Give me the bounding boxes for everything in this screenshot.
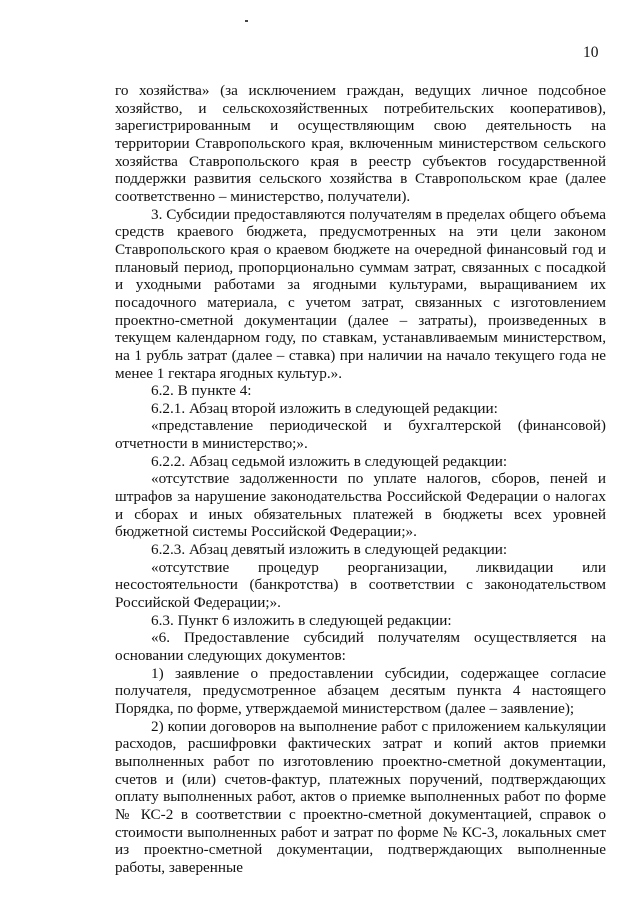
paragraph: го хозяйства» (за исключением граждан, ведущих личное подсобное хозяйство, и сельскохозяйственных потребительских кооперативов), зарегистрированным и осуществляющим свою деятельность на территории Ставропольского края, включенным министерством сельского хозяйства Ставропольского края в реестр субъектов государственной поддержки развития сельского хозяйства в Ставропольском крае (далее соответственно – министерство, получатели).	[115, 82, 606, 205]
page-number: 10	[583, 44, 599, 61]
scan-dot-mark	[245, 20, 248, 22]
paragraph: 1) заявление о предоставлении субсидии, содержащее согласие получателя, предусмотренное абзацем десятым пункта 4 настоящего Порядка, по форме, утверждаемой министерством (далее – заявление);	[115, 664, 606, 717]
paragraph: «отсутствие процедур реорганизации, ликвидации или несостоятельности (банкротства) в соответствии с законодательством Российской Федерации;».	[115, 558, 606, 612]
paragraph: 3. Субсидии предоставляются получателям в пределах общего объема средств краевого бюджета, предусмотренных на эти цели законом Ставропольского края о краевом бюджете на очередной финансовый год и плановый период, пропорционально суммам затрат, связанных с посадкой и уходными работами за ягодными культурами, выращиванием их посадочного материала, с учетом затрат, связанных с изготовлением проектно-сметной документации (далее – затраты), произведенных в текущем календарном году, по ставкам, устанавливаемым министерством, на 1 рубль затрат (далее – ставка) при наличии на начало текущего года не менее 1 гектара ягодных культур.».	[115, 205, 606, 382]
paragraph: 2) копии договоров на выполнение работ с приложением калькуляции расходов, расшифровки фактических затрат и копий актов приемки выполненных работ по изготовлению проектно-сметной документации, счетов и (или) счетов-фактур, платежных поручений, подтверждающих оплату выполненных работ, актов о приемке выполненных работ по форме № КС-2 в соответствии с проектно-сметной документацией, справок о стоимости выполненных работ и затрат по форме № КС-3, локальных смет из проектно-сметной документации, подтверждающих выполненные работы, заверенные	[115, 717, 606, 876]
paragraph: 6.2. В пункте 4:	[151, 382, 252, 400]
paragraph: «отсутствие задолженности по уплате налогов, сборов, пеней и штрафов за нарушение законодательства Российской Федерации о налогах и сборах и иных обязательных платежей в бюджеты всех уровней бюджетной системы Российской Федерации;».	[115, 470, 606, 541]
paragraph: «6. Предоставление субсидий получателям осуществляется на основании следующих документов:	[115, 629, 606, 664]
paragraph: 6.2.3. Абзац девятый изложить в следующей редакции:	[151, 541, 508, 559]
document-body	[115, 82, 606, 877]
paragraph: 6.2.2. Абзац седьмой изложить в следующей редакции:	[151, 452, 508, 470]
paragraph: 6.3. Пункт 6 изложить в следующей редакции:	[151, 611, 452, 629]
paragraph: «представление периодической и бухгалтерской (финансовой) отчетности в министерство;».	[115, 417, 606, 453]
paragraph: 6.2.1. Абзац второй изложить в следующей редакции:	[151, 399, 498, 417]
